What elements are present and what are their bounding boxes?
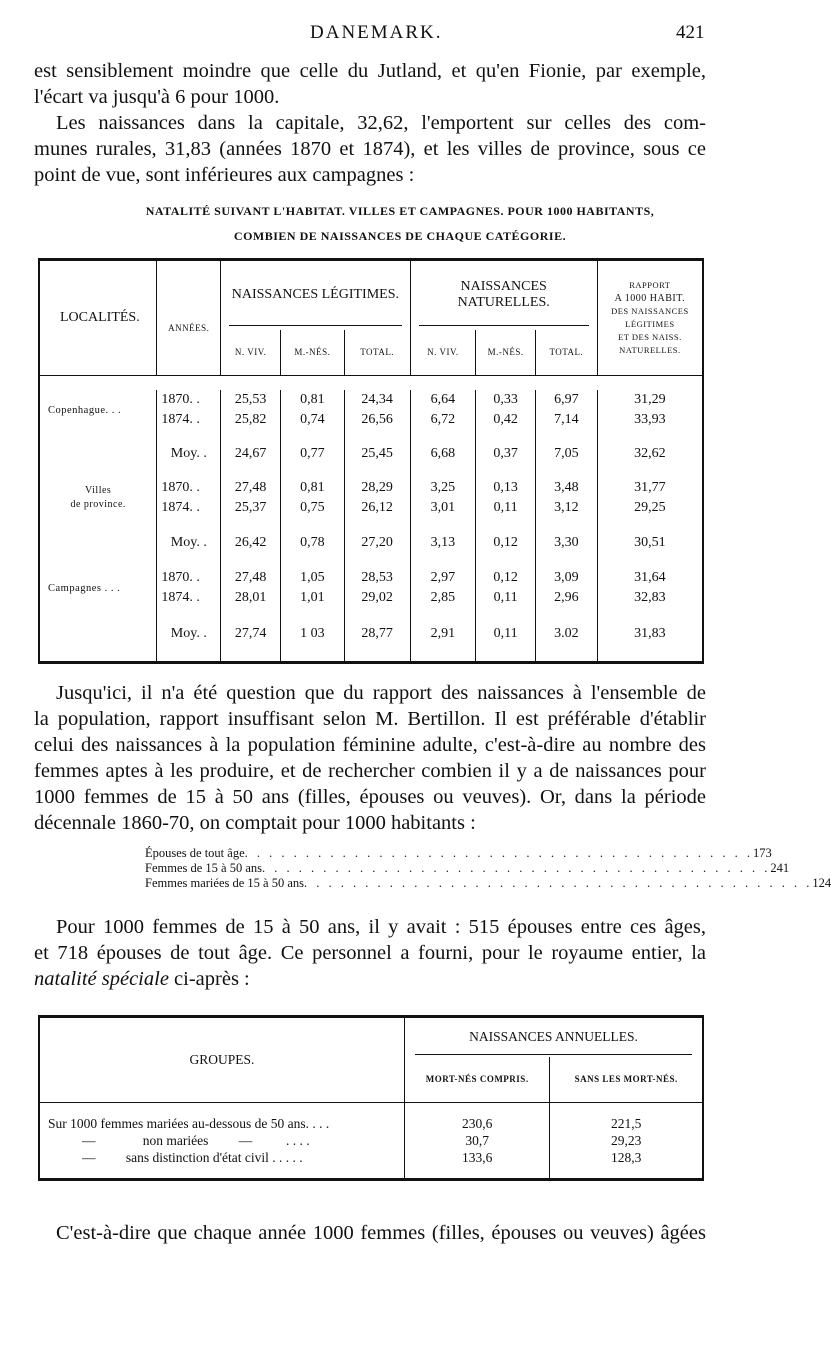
cell-value: 25,53 bbox=[221, 390, 281, 410]
header-annees: ANNÉES. bbox=[157, 260, 221, 376]
cell-value: 0,42 bbox=[476, 410, 536, 430]
cell-value: 27,48 bbox=[221, 568, 281, 588]
special-natality-table bbox=[38, 1015, 704, 1181]
cell-value: 3,12 bbox=[535, 498, 597, 518]
cell-value: 3,48 bbox=[535, 478, 597, 498]
rapport-line: NATURELLES. bbox=[619, 345, 681, 355]
list-item: Épouses de tout âge . . . . . . . . . . . . . . . . . . . . . . . . . . . . . . . . . . . . . . . . . . 173 bbox=[145, 846, 772, 860]
population-list bbox=[145, 846, 831, 891]
localite-copenhague: Copenhague. . . bbox=[48, 404, 122, 416]
sub-legit-nviv: N. VIV. bbox=[221, 330, 281, 376]
cell-annee: Moy. . bbox=[157, 608, 221, 662]
paragraph-line: celui des naissances à la population féminine adulte, c'est-à-dire au nombre des bbox=[34, 734, 706, 756]
cell-value: 0,12 bbox=[476, 518, 536, 568]
cell-value: 0,11 bbox=[476, 608, 536, 662]
header-naturelles bbox=[410, 260, 597, 330]
paragraph-1 bbox=[34, 58, 706, 110]
cell-value: 26,42 bbox=[221, 518, 281, 568]
cell-value: 2,91 bbox=[410, 608, 476, 662]
cell-annee: 1870. . bbox=[157, 478, 221, 498]
cell-value: 6,68 bbox=[410, 430, 476, 478]
cell-value: 29,25 bbox=[597, 498, 703, 518]
cell-value: 28,53 bbox=[344, 568, 410, 588]
cell-value: 0,74 bbox=[281, 410, 345, 430]
cell-value: 29,02 bbox=[344, 588, 410, 608]
cell-value: 3,25 bbox=[410, 478, 476, 498]
header-naissances-annuelles bbox=[404, 1017, 703, 1057]
cell-value: 1,05 bbox=[281, 568, 345, 588]
cell-value: 31,77 bbox=[597, 478, 703, 498]
paragraph-5 bbox=[34, 1220, 706, 1246]
cell-value: 230,6 bbox=[404, 1115, 549, 1132]
cell-value: 28,77 bbox=[344, 608, 410, 662]
cell-value: 0,13 bbox=[476, 478, 536, 498]
caption-line: COMBIEN DE NAISSANCES DE CHAQUE CATÉGORIE. bbox=[233, 229, 567, 243]
cell-value: 29,23 bbox=[550, 1132, 703, 1149]
text: ci-après : bbox=[168, 968, 250, 990]
cell-annee: 1874. . bbox=[157, 498, 221, 518]
table-row bbox=[39, 390, 703, 410]
brace-line bbox=[419, 325, 589, 326]
cell-value: 1 03 bbox=[281, 608, 345, 662]
cell-value: 25,45 bbox=[344, 430, 410, 478]
paragraph-line: point de vue, sont inférieures aux campagnes : bbox=[34, 164, 415, 186]
table-row bbox=[39, 478, 703, 498]
cell-value: 31,83 bbox=[597, 608, 703, 662]
cell-value: 0,11 bbox=[476, 498, 536, 518]
cell-value: 2,96 bbox=[535, 588, 597, 608]
cell-value: 2,85 bbox=[410, 588, 476, 608]
cell-value: 7,14 bbox=[535, 410, 597, 430]
cell-value: 0,75 bbox=[281, 498, 345, 518]
running-title: DANEMARK. bbox=[310, 22, 443, 43]
cell-value: 6,97 bbox=[535, 390, 597, 410]
paragraph-4 bbox=[34, 914, 706, 992]
header-groupes: GROUPES. bbox=[189, 1052, 255, 1067]
cell-annee: 1870. . bbox=[157, 568, 221, 588]
cell-value: 25,37 bbox=[221, 498, 281, 518]
cell-value: 0,81 bbox=[281, 478, 345, 498]
list-label: Épouses de tout âge bbox=[145, 846, 245, 860]
header-naturelles-label: NAISSANCES NATURELLES. bbox=[457, 279, 550, 311]
cell-value: 28,29 bbox=[344, 478, 410, 498]
cell-value: 133,6 bbox=[404, 1149, 549, 1166]
paragraph-line: la population, rapport insuffisant selon M. Bertillon. Il est préférable d'établir bbox=[34, 708, 706, 730]
cell-value: 0,37 bbox=[476, 430, 536, 478]
caption-line: NATALITÉ SUIVANT L'HABITAT. VILLES ET CAMPAGNES. POUR 1000 HABITANTS, bbox=[145, 204, 655, 218]
cell-value: 24,34 bbox=[344, 390, 410, 410]
cell-value: 0,81 bbox=[281, 390, 345, 410]
cell-value: 7,05 bbox=[535, 430, 597, 478]
sub-mort-nes-compris: MORT-NÉS COMPRIS. bbox=[404, 1057, 549, 1103]
table-row bbox=[39, 1115, 703, 1132]
cell-value: 31,29 bbox=[597, 390, 703, 410]
cell-annee: 1870. . bbox=[157, 390, 221, 410]
list-value: 173 bbox=[753, 846, 772, 860]
cell-value: 27,20 bbox=[344, 518, 410, 568]
cell-value: 0,33 bbox=[476, 390, 536, 410]
header-localites: LOCALITÉS. bbox=[60, 310, 140, 325]
rapport-line: A 1000 HABIT. bbox=[614, 293, 686, 304]
list-label: Femmes mariées de 15 à 50 ans bbox=[145, 876, 304, 890]
list-value: 241 bbox=[770, 861, 790, 875]
localite-line: Villes bbox=[85, 485, 112, 496]
list-label: Femmes de 15 à 50 ans bbox=[145, 861, 262, 875]
cell-value: 0,11 bbox=[476, 588, 536, 608]
table-row bbox=[39, 568, 703, 588]
cell-value: 33,93 bbox=[597, 410, 703, 430]
cell-value: 24,67 bbox=[221, 430, 281, 478]
row-label: Sur 1000 femmes mariées au-dessous de 50 ans. . . . bbox=[48, 1115, 330, 1131]
sub-legit-total: TOTAL. bbox=[344, 330, 410, 376]
paragraph-line: Pour 1000 femmes de 15 à 50 ans, il y avait : 515 épouses entre ces âges, bbox=[56, 916, 706, 938]
cell-value: 27,74 bbox=[221, 608, 281, 662]
table-row-moy bbox=[39, 608, 703, 662]
table-row-moy bbox=[39, 518, 703, 568]
cell-value: 221,5 bbox=[550, 1115, 703, 1132]
cell-value: 27,48 bbox=[221, 478, 281, 498]
brace-line bbox=[415, 1054, 692, 1055]
sub-legit-mnes: M.-NÉS. bbox=[281, 330, 345, 376]
localite-villes bbox=[39, 478, 157, 518]
running-head bbox=[0, 22, 800, 50]
cell-annee: Moy. . bbox=[157, 518, 221, 568]
cell-annee: Moy. . bbox=[157, 430, 221, 478]
row-label: — non mariées — . . . . bbox=[82, 1132, 310, 1148]
paragraph-3 bbox=[34, 680, 706, 836]
rapport-line: DES NAISSANCES bbox=[611, 306, 689, 316]
rapport-line: LÉGITIMES bbox=[625, 319, 675, 329]
sub-sans-mort-nes: SANS LES MORT-NÉS. bbox=[550, 1057, 703, 1103]
cell-value: 3.02 bbox=[535, 608, 597, 662]
cell-value: 26,12 bbox=[344, 498, 410, 518]
paragraph-line: C'est-à-dire que chaque année 1000 femmes (filles, épouses ou veuves) âgées bbox=[56, 1222, 706, 1244]
cell-value: 1,01 bbox=[281, 588, 345, 608]
list-value: 124 bbox=[812, 876, 831, 890]
header-legitimes-label: NAISSANCES LÉGITIMES. bbox=[231, 287, 399, 303]
sub-nat-mnes: M.-NÉS. bbox=[476, 330, 536, 376]
header-rapport bbox=[597, 260, 703, 376]
cell-value: 30,7 bbox=[404, 1132, 549, 1149]
cell-value: 26,56 bbox=[344, 410, 410, 430]
sub-nat-nviv: N. VIV. bbox=[410, 330, 476, 376]
cell-value: 32,62 bbox=[597, 430, 703, 478]
paragraph-line: munes rurales, 31,83 (années 1870 et 1874), et les villes de province, sous ce bbox=[34, 138, 706, 160]
paragraph-line: Jusqu'ici, il n'a été question que du rapport des naissances à l'ensemble de bbox=[56, 682, 706, 704]
row-label: — sans distinction d'état civil . . . . . bbox=[82, 1149, 303, 1165]
paragraph-line: Les naissances dans la capitale, 32,62, l'emportent sur celles des com- bbox=[56, 112, 706, 134]
cell-value: 32,83 bbox=[597, 588, 703, 608]
paragraph-line: est sensiblement moindre que celle du Jutland, et qu'en Fionie, par exemple, bbox=[34, 60, 706, 82]
paragraph-line: et 718 épouses de tout âge. Ce personnel a fourni, pour le royaume entier, la bbox=[34, 942, 706, 964]
header-legitimes bbox=[221, 260, 410, 330]
cell-annee: 1874. . bbox=[157, 410, 221, 430]
paragraph-line: 1000 femmes de 15 à 50 ans (filles, épouses ou veuves). Or, dans la période bbox=[34, 786, 706, 808]
cell-value: 6,72 bbox=[410, 410, 476, 430]
cell-value: 3,30 bbox=[535, 518, 597, 568]
cell-value: 3,01 bbox=[410, 498, 476, 518]
paragraph-line: décennale 1860-70, on comptait pour 1000 habitants : bbox=[34, 812, 476, 834]
localite-line: de province. bbox=[70, 499, 126, 510]
cell-value: 31,64 bbox=[597, 568, 703, 588]
cell-value: 6,64 bbox=[410, 390, 476, 410]
list-item: Femmes de 15 à 50 ans . . . . . . . . . . . . . . . . . . . . . . . . . . . . . . . . . . . . . . . . . . 241 bbox=[145, 861, 790, 875]
cell-value: 3,13 bbox=[410, 518, 476, 568]
cell-value: 0,77 bbox=[281, 430, 345, 478]
table1-caption bbox=[34, 199, 766, 249]
sub-nat-total: TOTAL. bbox=[535, 330, 597, 376]
list-item: Femmes mariées de 15 à 50 ans . . . . . . . . . . . . . . . . . . . . . . . . . . . . . . . . . . . . . . . . . . 124 bbox=[145, 876, 831, 890]
cell-value: 128,3 bbox=[550, 1149, 703, 1166]
paragraph-line: l'écart va jusqu'à 6 pour 1000. bbox=[34, 86, 280, 108]
cell-value: 28,01 bbox=[221, 588, 281, 608]
paragraph-line: femmes aptes à les produire, et de rechercher combien il y a de naissances pour bbox=[34, 760, 706, 782]
emphasis: natalité spéciale bbox=[34, 968, 169, 990]
cell-annee: 1874. . bbox=[157, 588, 221, 608]
cell-value: 25,82 bbox=[221, 410, 281, 430]
cell-value: 30,51 bbox=[597, 518, 703, 568]
header-label: NAISSANCES ANNUELLES. bbox=[469, 1029, 638, 1045]
paragraph-line bbox=[34, 966, 706, 992]
rapport-line: ET DES NAISS. bbox=[618, 332, 682, 342]
rapport-line: RAPPORT bbox=[629, 280, 671, 290]
localite-campagnes: Campagnes . . . bbox=[48, 582, 121, 594]
brace-line bbox=[229, 325, 401, 326]
natality-table bbox=[38, 258, 704, 664]
table-row bbox=[39, 1149, 703, 1166]
table-row-moy bbox=[39, 430, 703, 478]
cell-value: 0,78 bbox=[281, 518, 345, 568]
table-row bbox=[39, 1132, 703, 1149]
cell-value: 3,09 bbox=[535, 568, 597, 588]
page-number: 421 bbox=[676, 22, 705, 43]
cell-value: 0,12 bbox=[476, 568, 536, 588]
cell-value: 2,97 bbox=[410, 568, 476, 588]
paragraph-2 bbox=[34, 110, 706, 188]
